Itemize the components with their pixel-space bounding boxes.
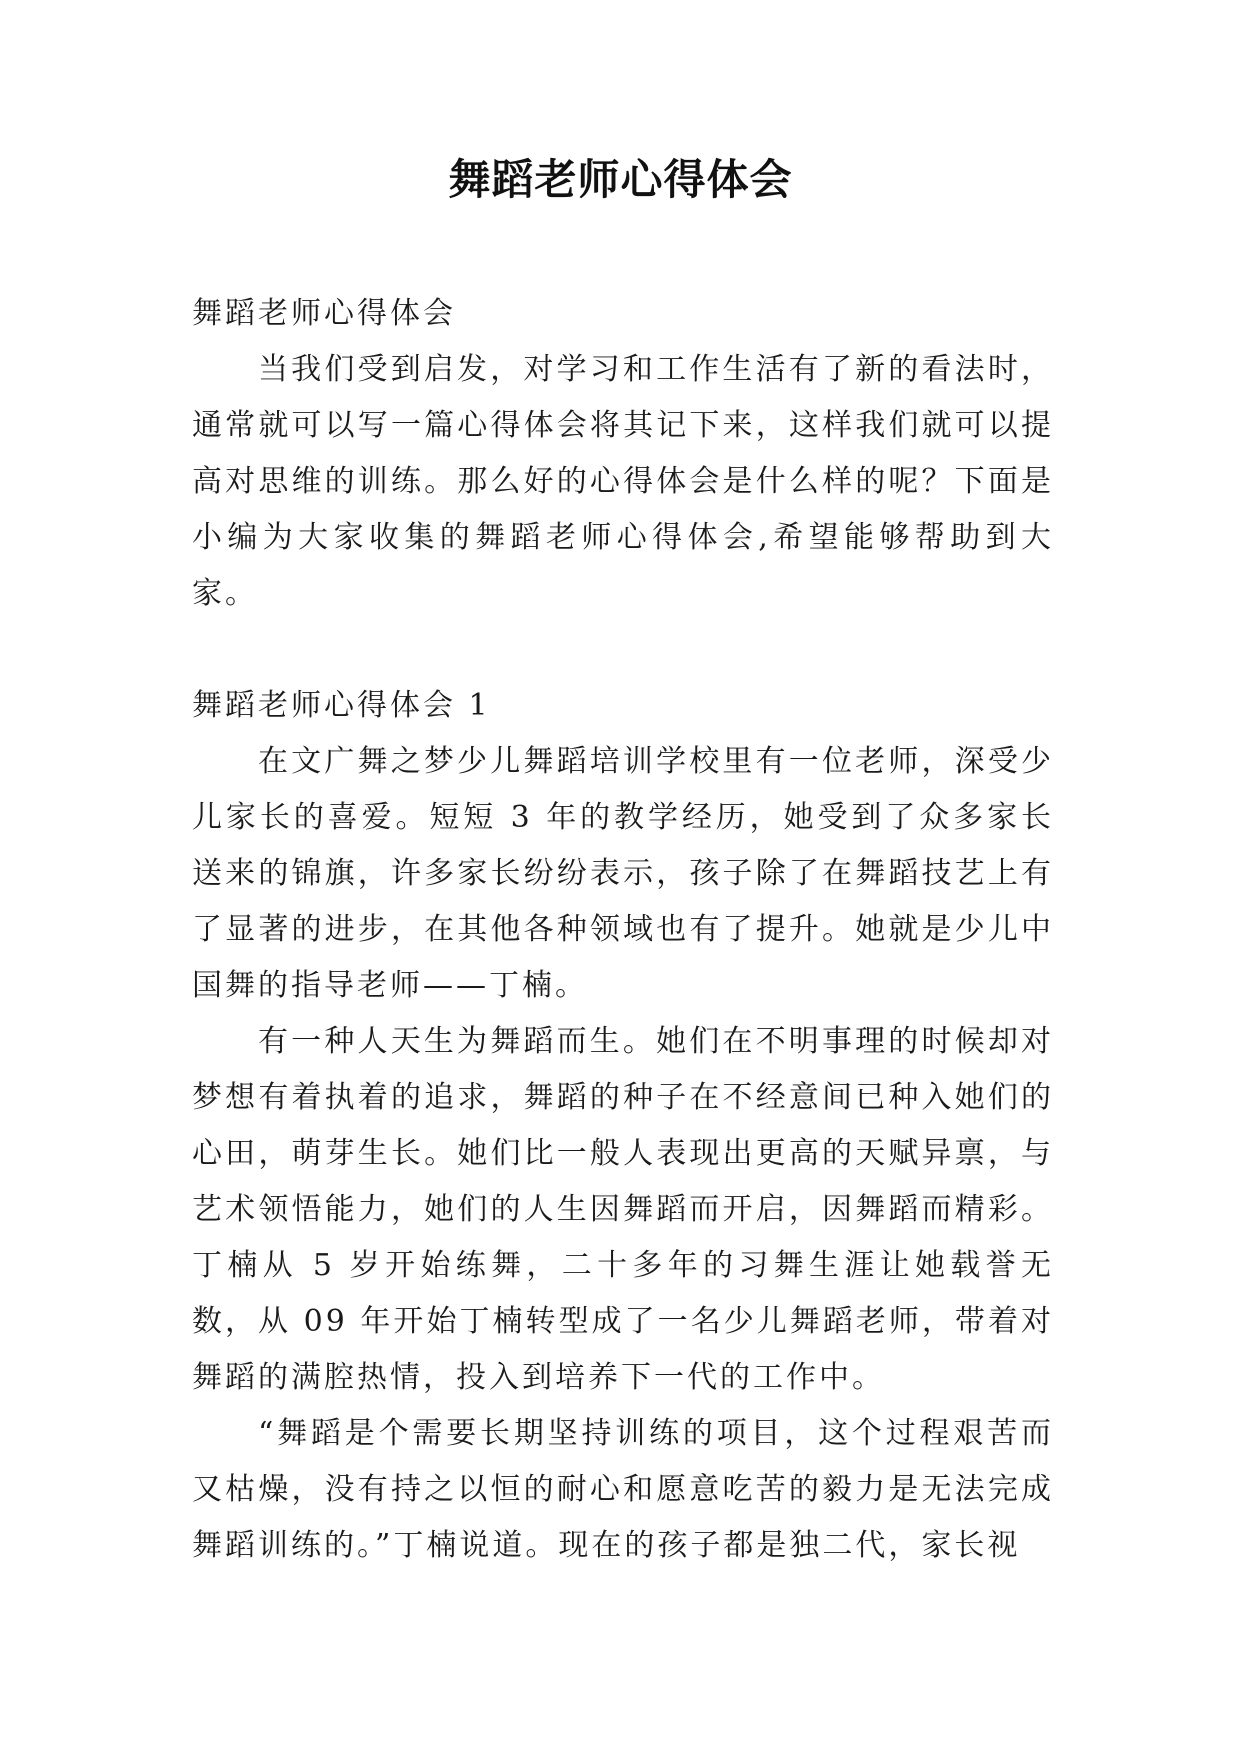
- section1-paragraph-2: 有一种人天生为舞蹈而生。她们在不明事理的时候却对梦想有着执着的追求，舞蹈的种子在不经意间已种入她们的心田，萌芽生长。她们比一般人表现出更高的天赋异禀，与艺术领悟能力，她们的人生因舞蹈而开启，因舞蹈而精彩。丁楠从 5 岁开始练舞，二十多年的习舞生涯让她载誉无数，从 09 年开始丁楠转型成了一名少儿舞蹈老师，带着对舞蹈的满腔热情，投入到培养下一代的工作中。: [192, 1024, 1054, 1395]
- section1-paragraph-1: 在文广舞之梦少儿舞蹈培训学校里有一位老师，深受少儿家长的喜爱。短短 3 年的教学经历，她受到了众多家长送来的锦旗，许多家长纷纷表示，孩子除了在舞蹈技艺上有了显著的进步，在其他各种领域也有了提升。她就是少儿中国舞的指导老师——丁楠。: [192, 744, 1054, 1003]
- section1-paragraph-3: “舞蹈是个需要长期坚持训练的项目，这个过程艰苦而又枯燥，没有持之以恒的耐心和愿意吃苦的毅力是无法完成舞蹈训练的。”丁楠说道。现在的孩子都是独二代，家长视: [192, 1416, 1054, 1563]
- intro-heading: 舞蹈老师心得体会: [192, 296, 456, 331]
- section-spacer: [192, 622, 1054, 678]
- section1-heading: 舞蹈老师心得体会 1: [192, 688, 491, 723]
- document-title: 舞蹈老师心得体会: [448, 155, 793, 204]
- document-body: [192, 286, 1054, 1574]
- intro-paragraph: 当我们受到启发，对学习和工作生活有了新的看法时，通常就可以写一篇心得体会将其记下来，这样我们就可以提高对思维的训练。那么好的心得体会是什么样的呢？下面是小编为大家收集的舞蹈老师心得体会,希望能够帮助到大家。: [192, 352, 1054, 611]
